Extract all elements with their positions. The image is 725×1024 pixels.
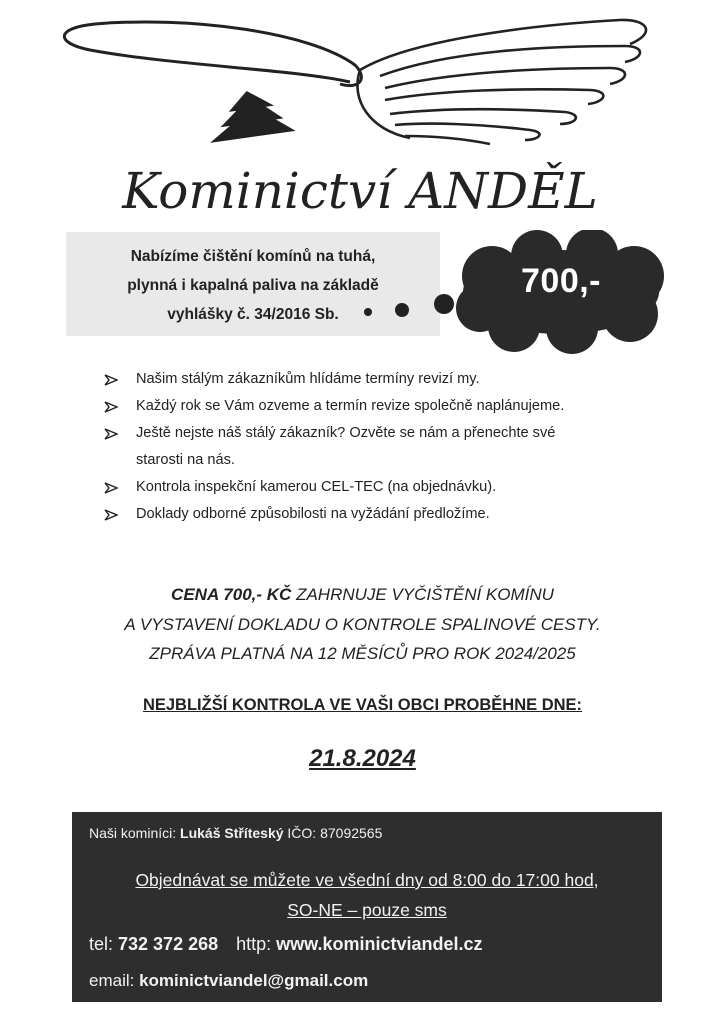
- next-check-heading: NEJBLIŽŠÍ KONTROLA VE VAŠI OBCI PROBĚHNE DNE:: [142, 696, 583, 714]
- email-label: email:: [89, 971, 140, 990]
- logo-tree-icon: [207, 87, 292, 142]
- tel-label: tel:: [89, 934, 119, 954]
- order-weekend: SO-NE – pouze sms: [287, 900, 447, 920]
- list-item: [104, 366, 604, 393]
- list-item-text: Našim stálým zákazníkům hlídáme termíny revizí my.: [136, 371, 480, 387]
- ico: IČO: 87092565: [283, 825, 383, 841]
- list-item: [104, 501, 604, 528]
- decorative-dots: [360, 290, 460, 320]
- price-amount: CENA 700,- KČ: [171, 585, 292, 604]
- logo-wing-right: [357, 20, 646, 144]
- order-hours: Objednávat se můžete ve všední dny od 8:00 do 17:00 hod,: [135, 870, 599, 890]
- website-link[interactable]: www.kominictviandel.cz: [276, 934, 483, 954]
- arrowhead-bullet-icon: [104, 428, 118, 440]
- intro-line: vyhlášky č. 34/2016 Sb.: [167, 306, 339, 323]
- email-line: [89, 971, 368, 991]
- arrowhead-bullet-icon: [104, 509, 118, 521]
- phone-number[interactable]: 732 372 268: [118, 934, 219, 954]
- list-item: [104, 474, 604, 501]
- logo-wing-left: [64, 22, 361, 86]
- intro-line: plynná i kapalná paliva na základě: [127, 277, 379, 294]
- sweeps-label: Naši kominíci:: [89, 825, 181, 841]
- list-item: [104, 393, 604, 420]
- price-line: A VYSTAVENÍ DOKLADU O KONTROLE SPALINOVÉ CESTY.: [124, 614, 601, 634]
- list-item-text: Každý rok se Vám ozveme a termín revize společně naplánujeme.: [136, 398, 565, 414]
- sweeps-name: Lukáš Stříteský: [180, 825, 284, 841]
- list-item: [104, 420, 604, 474]
- dot-icon: [434, 294, 454, 314]
- contact-box: [72, 812, 662, 1002]
- intro-line: Nabízíme čištění komínů na tuhá,: [130, 248, 376, 265]
- arrowhead-bullet-icon: [104, 482, 118, 494]
- price-line: [40, 580, 685, 610]
- price-line: ZPRÁVA PLATNÁ NA 12 MĚSÍCŮ PRO ROK 2024/2025: [149, 644, 576, 663]
- list-item-text: Kontrola inspekční kamerou CEL-TEC (na objednávku).: [136, 479, 497, 495]
- arrowhead-bullet-icon: [104, 374, 118, 386]
- web-label: http:: [236, 934, 277, 954]
- email-link[interactable]: kominictviandel@gmail.com: [139, 971, 369, 990]
- price-badge-label: 700,-: [521, 262, 601, 300]
- list-item-text: Ještě nejste náš stálý zákazník? Ozvěte se nám a přenechte své starosti na nás.: [136, 425, 556, 468]
- list-item-text: Doklady odborné způsobilosti na vyžádání předložíme.: [136, 506, 490, 522]
- dot-icon: [364, 308, 372, 316]
- dot-icon: [395, 303, 409, 317]
- logo-text: Kominictví ANDĚL: [122, 162, 598, 220]
- price-line-rest: ZAHRNUJE VYČIŠTĚNÍ KOMÍNU: [291, 585, 554, 604]
- sweeps-line: [89, 825, 382, 841]
- price-description: [40, 580, 685, 669]
- intro-box: [66, 232, 440, 336]
- service-list: [104, 366, 604, 528]
- arrowhead-bullet-icon: [104, 401, 118, 413]
- phone-web-line: [89, 934, 483, 955]
- check-date: 21.8.2024: [309, 745, 416, 772]
- logo: [50, 10, 670, 225]
